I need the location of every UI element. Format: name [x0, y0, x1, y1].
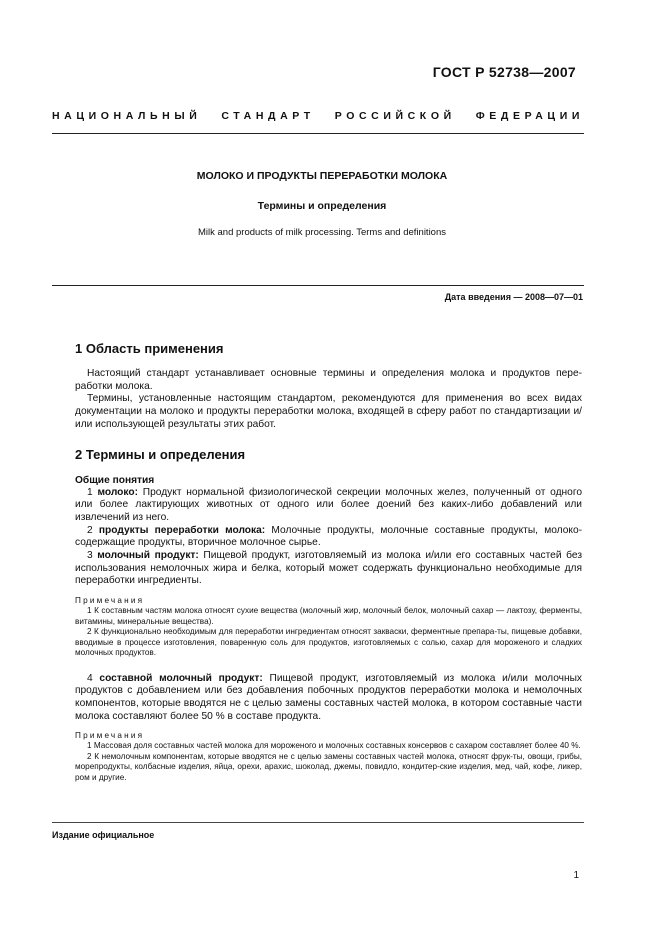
term-1-definition: Продукт нормальной физиологической секреции молочных желез, полученный от одного или более лактирующих животных от одного или более доений без каких-либо добавлений или извлечений из него. [75, 486, 582, 523]
notes-2-title: Примечания [75, 731, 145, 741]
section-1-paragraph-1: Настоящий стандарт устанавливает основные термины и определения молока и продуктов пере-работки молока. [75, 368, 582, 392]
term-3 [75, 550, 582, 588]
top-rule [52, 133, 584, 134]
introduction-date: Дата введения — 2008—07—01 [444, 292, 583, 302]
page-number: 1 [573, 870, 579, 881]
content [75, 340, 582, 783]
term-4 [75, 673, 582, 724]
term-4-name: составной молочный продукт: [99, 672, 263, 684]
term-2 [75, 525, 582, 550]
document-subtitle: Термины и определения [257, 200, 387, 212]
section-1-heading: 1 Область применения [75, 341, 224, 356]
term-1-name: молоко: [97, 486, 138, 498]
document-english-title: Milk and products of milk processing. Terms and definitions [198, 227, 446, 238]
note-1-1: 1 К составным частям молока относят сухие вещества (молочный жир, молочный белок, молочный сахар — лактозу, ферменты, витамины, минеральные вещества). [75, 606, 582, 626]
notes-1-title: Примечания [75, 596, 145, 606]
term-3-number: 3 [87, 550, 98, 562]
term-4-number: 4 [87, 672, 100, 684]
term-2-number: 2 [87, 524, 99, 536]
note-2-1: 1 Массовая доля составных частей молока для мороженого и молочных составных консервов с сахаром составляет более 40 %. [87, 741, 581, 751]
term-2-name: продукты переработки молока: [98, 524, 266, 536]
general-concepts-heading: Общие понятия [75, 474, 155, 486]
term-2-definition: Молочные продукты, молочные составные продукты, молоко-содержащие продукты, вторичное молочное сырье. [75, 524, 583, 549]
bottom-rule [52, 285, 584, 286]
section-1-paragraph-2: Термины, установленные настоящим стандартом, рекомендуются для применения во всех видах документации на молоко и продукты переработки молока, входящей в сферу работ по стандартизации и/или использующей результаты этих работ. [75, 393, 582, 430]
section-2-heading: 2 Термины и определения [75, 446, 246, 462]
note-1-2: 2 К функционально необходимым для переработки ингредиентам относят закваски, ферментные препара-ты, пищевые добавки, вводимые в процессе изготовления, поваренную соль для продуктов, изготовляемых с солью, сахар для мороженого и сладких молочных продуктов. [75, 627, 582, 658]
term-3-name: молочный продукт: [97, 550, 199, 562]
national-standard-banner: НАЦИОНАЛЬНЫЙ СТАНДАРТ РОССИЙСКОЙ ФЕДЕРАЦИИ [52, 110, 584, 122]
document-title: МОЛОКО И ПРОДУКТЫ ПЕРЕРАБОТКИ МОЛОКА [196, 170, 448, 182]
term-3-definition: Пищевой продукт, изготовляемый из молока и/или его составных частей без использования немолочных жира и белка, который может содержать функционально необходимые для переработки ингредиенты. [75, 550, 582, 587]
term-1-number: 1 [87, 486, 98, 498]
term-1 [75, 487, 582, 525]
footer-rule [52, 822, 584, 823]
gost-code: ГОСТ Р 52738—2007 [432, 64, 576, 80]
term-4-definition: Пищевой продукт, изготовляемый из молока и/или молочных продуктов с добавлением или без добавления побочных продуктов переработки молока и немолочных компонентов, которые вводятся не с целью замены составных частей молока, в котором составные части молока составляют более 50 % в составе продукта. [75, 672, 582, 722]
note-2-2: 2 К немолочным компонентам, которые вводятся не с целью замены составных частей молока, относят фрук-ты, овощи, грибы, морепродукты, колбасные изделия, яйца, орехи, арахис, шоколад, джемы, повидло, кондитер-ские изделия, мед, чай, кофе, ликер, ром и другие. [75, 751, 582, 782]
official-edition-label: Издание официальное [52, 830, 155, 840]
